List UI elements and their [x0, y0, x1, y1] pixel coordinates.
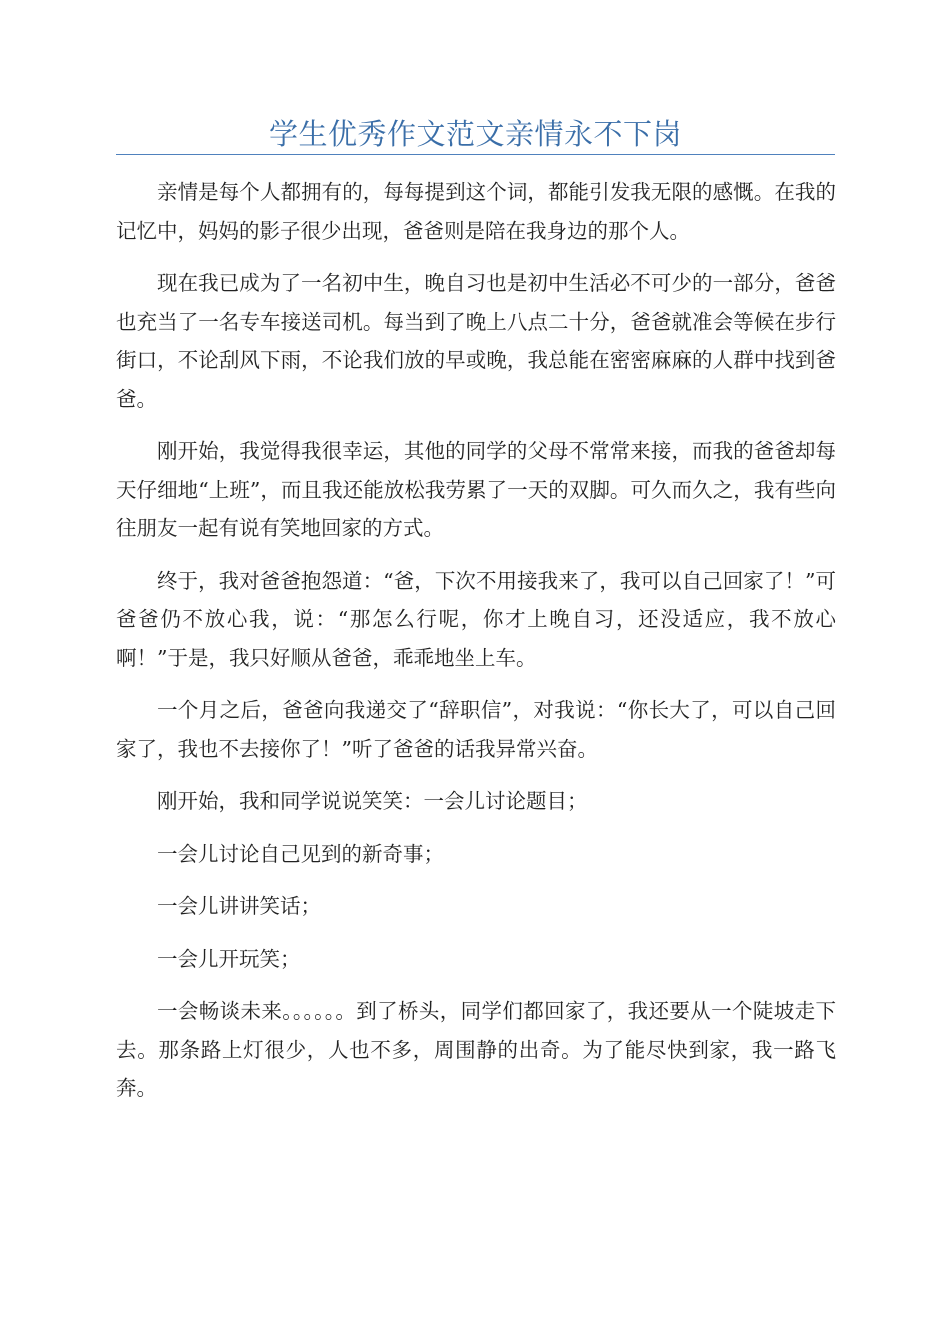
paragraph: 一会儿开玩笑； [157, 946, 301, 971]
paragraph: 一会儿讨论自己见到的新奇事； [157, 841, 444, 866]
paragraph: 一会儿讲讲笑话； [157, 894, 321, 918]
paragraph: 亲情是每个人都拥有的，每每提到这个词，都能引发我无限的感慨。在我的记忆中，妈妈的影子很少出现，爸爸则是陪在我身边的那个人。 [116, 180, 836, 243]
document-title: 学生优秀作文范文亲情永不下岗 [268, 117, 682, 151]
title-underline [116, 154, 835, 155]
paragraph: 刚开始，我觉得我很幸运，其他的同学的父母不常常来接，而我的爸爸却每天仔细地“上班”，而且我还能放松我劳累了一天的双脚。可久而久之，我有些向往朋友一起有说有笑地回家的方式。 [116, 439, 836, 540]
paragraph: 终于，我对爸爸抱怨道：“爸，下次不用接我来了，我可以自己回家了！”可爸爸仍不放心我，说：“那怎么行呢，你才上晚自习，还没适应，我不放心啊！”于是，我只好顺从爸爸，乖乖地坐上车。 [116, 568, 836, 670]
paragraph: 一个月之后，爸爸向我递交了“辞职信”，对我说：“你长大了，可以自己回家了，我也不去接你了！”听了爸爸的话我异常兴奋。 [116, 698, 836, 761]
document-body [116, 173, 836, 1122]
paragraph: 现在我已成为了一名初中生，晚自习也是初中生活必不可少的一部分，爸爸也充当了一名专车接送司机。每当到了晚上八点二十分，爸爸就准会等候在步行街口，不论刮风下雨，不论我们放的早或晚，我总能在密密麻麻的人群中找到爸爸。 [116, 271, 836, 411]
paragraph: 刚开始，我和同学说说笑笑：一会儿讨论题目； [157, 789, 588, 813]
paragraph: 一会畅谈未来。。。。。。到了桥头，同学们都回家了，我还要从一个陡坡走下去。那条路上灯很少，人也不多，周围静的出奇。为了能尽快到家，我一路飞奔。 [116, 999, 836, 1100]
